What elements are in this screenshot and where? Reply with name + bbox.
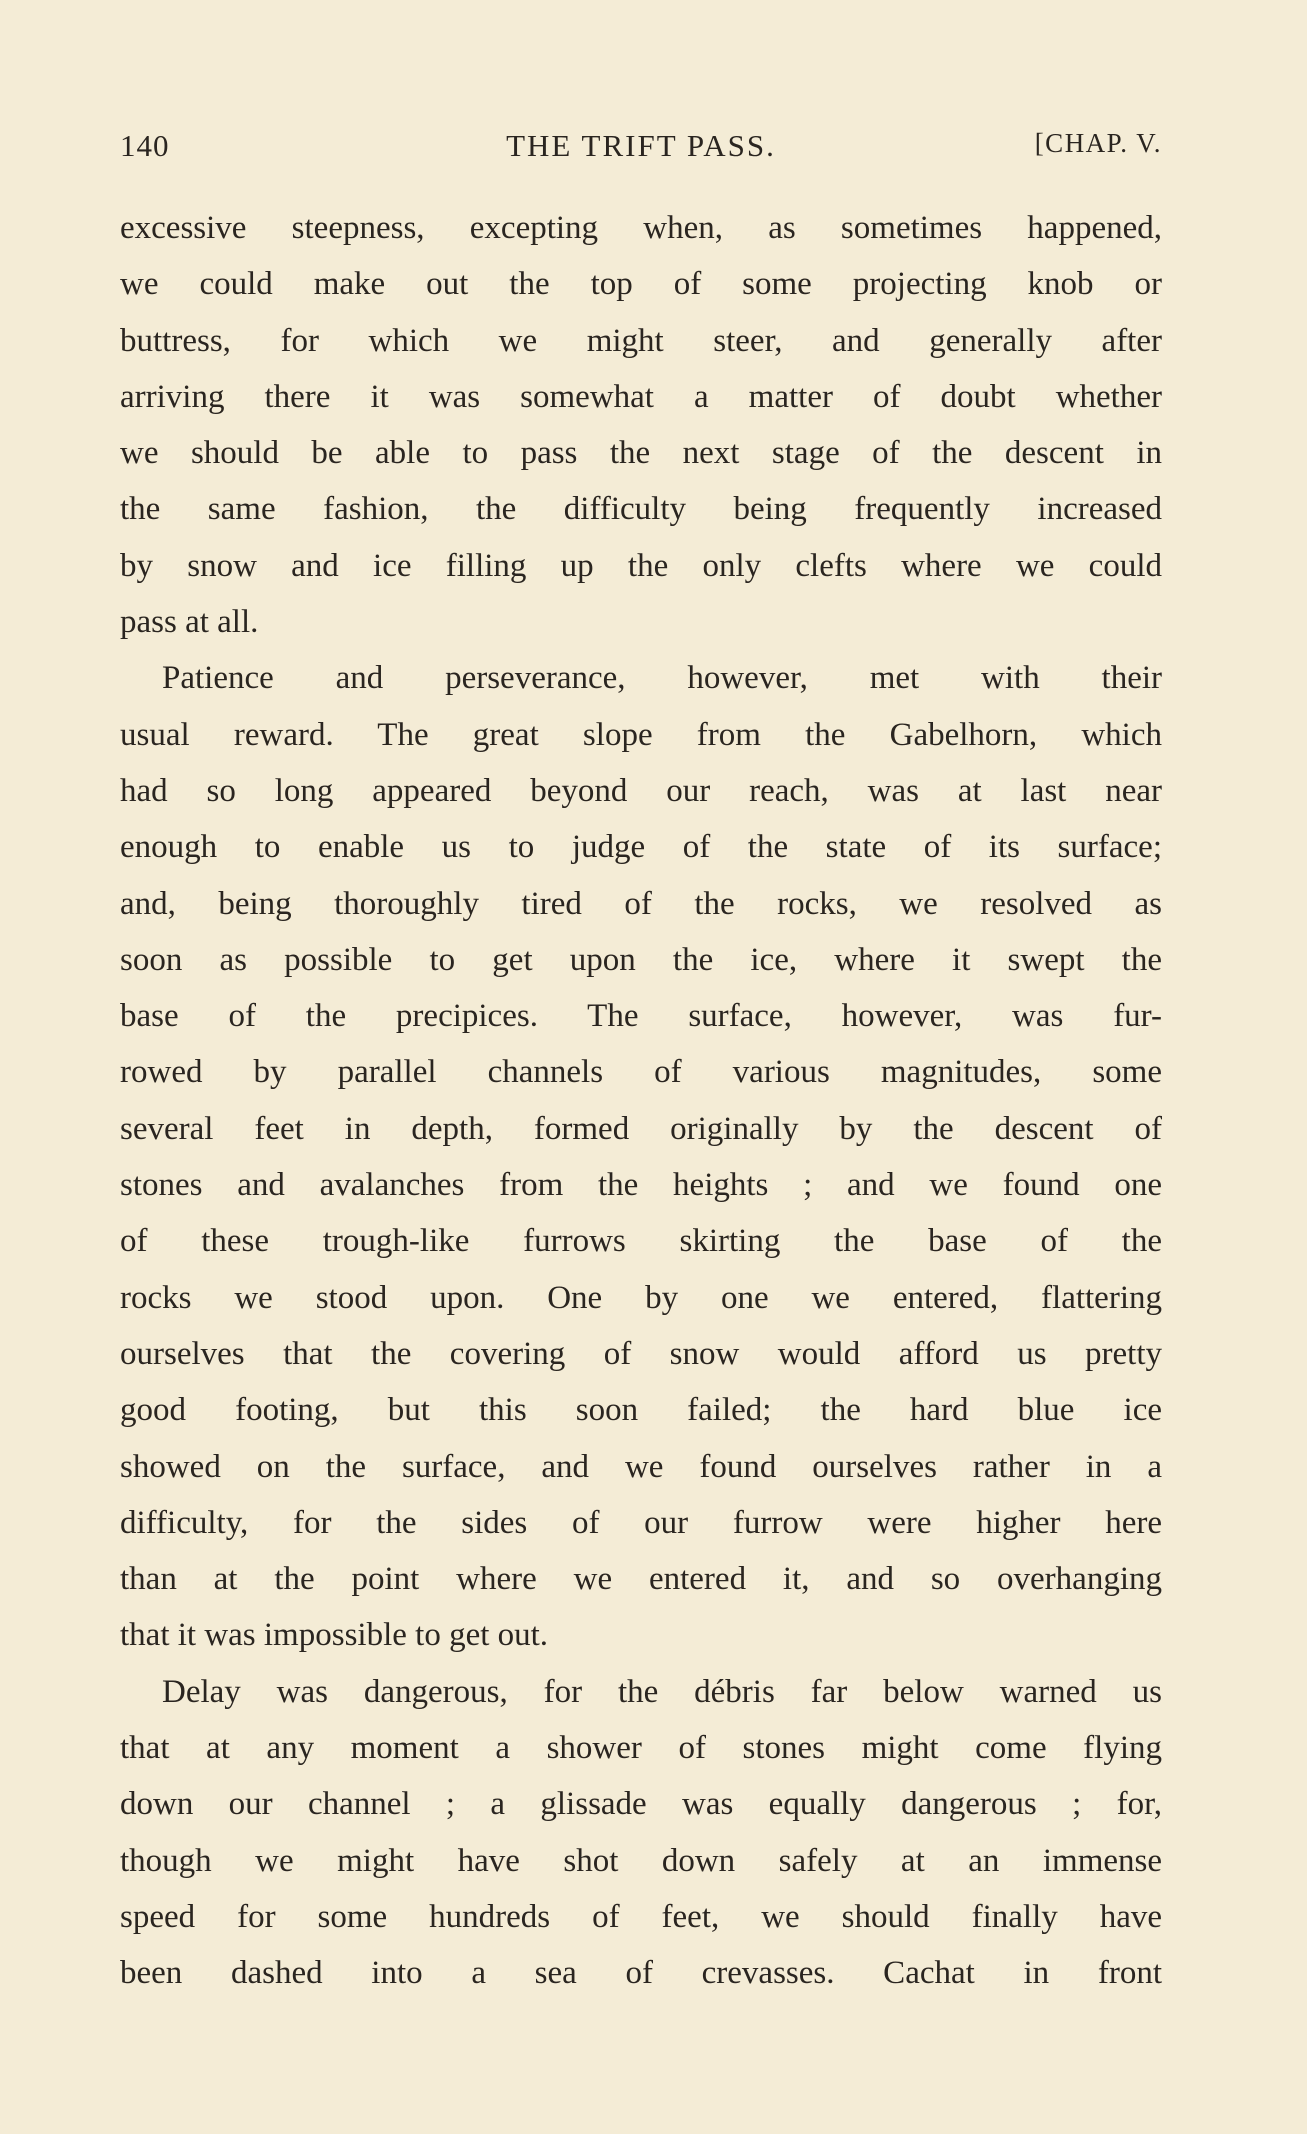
- text-line: showed on the surface, and we found ourselves rather in a: [120, 1448, 1162, 1485]
- text-line: we could make out the top of some projecting knob or: [120, 266, 1162, 303]
- text-line: several feet in depth, formed originally by the descent of: [120, 1110, 1162, 1147]
- page-number: 140: [120, 128, 170, 163]
- text-line: rowed by parallel channels of various magnitudes, some: [120, 1054, 1162, 1091]
- text-line: enough to enable us to judge of the state of its surface;: [120, 829, 1162, 866]
- text-line: soon as possible to get upon the ice, where it swept the: [120, 941, 1162, 978]
- text-line: speed for some hundreds of feet, we should finally have: [120, 1898, 1162, 1935]
- text-line: had so long appeared beyond our reach, was at last near: [120, 772, 1162, 809]
- text-line: rocks we stood upon. One by one we entered, flattering: [120, 1279, 1162, 1316]
- text-line: good footing, but this soon failed; the hard blue ice: [120, 1392, 1162, 1429]
- text-line: buttress, for which we might steer, and generally after: [120, 322, 1162, 359]
- text-line: arriving there it was somewhat a matter of doubt whether: [120, 378, 1162, 415]
- text-line: we should be able to pass the next stage of the descent in: [120, 435, 1162, 472]
- text-line: stones and avalanches from the heights ; and we found one: [120, 1167, 1162, 1204]
- text-line: ourselves that the covering of snow would afford us pretty: [120, 1335, 1162, 1372]
- text-line: by snow and ice filling up the only clefts where we could: [120, 547, 1162, 584]
- text-line: usual reward. The great slope from the Gabelhorn, which: [120, 716, 1162, 753]
- running-title: THE TRIFT PASS.: [506, 128, 776, 163]
- text-line: and, being thoroughly tired of the rocks, we resolved as: [120, 885, 1162, 922]
- text-line: though we might have shot down safely at an immense: [120, 1842, 1162, 1879]
- text-line: difficulty, for the sides of our furrow were higher here: [120, 1504, 1162, 1541]
- text-line: been dashed into a sea of crevasses. Cachat in front: [120, 1955, 1162, 1992]
- text-line: down our channel ; a glissade was equally dangerous ; for,: [120, 1786, 1162, 1823]
- text-line: that at any moment a shower of stones might come flying: [120, 1730, 1162, 1767]
- text-line: the same fashion, the difficulty being frequently increased: [120, 491, 1162, 528]
- text-line: than at the point where we entered it, and so overhanging: [120, 1561, 1162, 1598]
- text-line: Delay was dangerous, for the débris far below warned us: [162, 1673, 1162, 1710]
- text-line: that it was impossible to get out.: [120, 1617, 549, 1654]
- text-line: Patience and perseverance, however, met with their: [162, 660, 1162, 697]
- body-text: [120, 200, 1162, 2002]
- text-line: pass at all.: [120, 604, 259, 641]
- text-line: excessive steepness, excepting when, as sometimes happened,: [120, 210, 1162, 246]
- text-line: base of the precipices. The surface, however, was fur-: [120, 998, 1162, 1035]
- text-line: of these trough-like furrows skirting the base of the: [120, 1223, 1162, 1260]
- running-head: [120, 128, 1162, 168]
- chapter-label: [CHAP. V.: [1034, 128, 1162, 158]
